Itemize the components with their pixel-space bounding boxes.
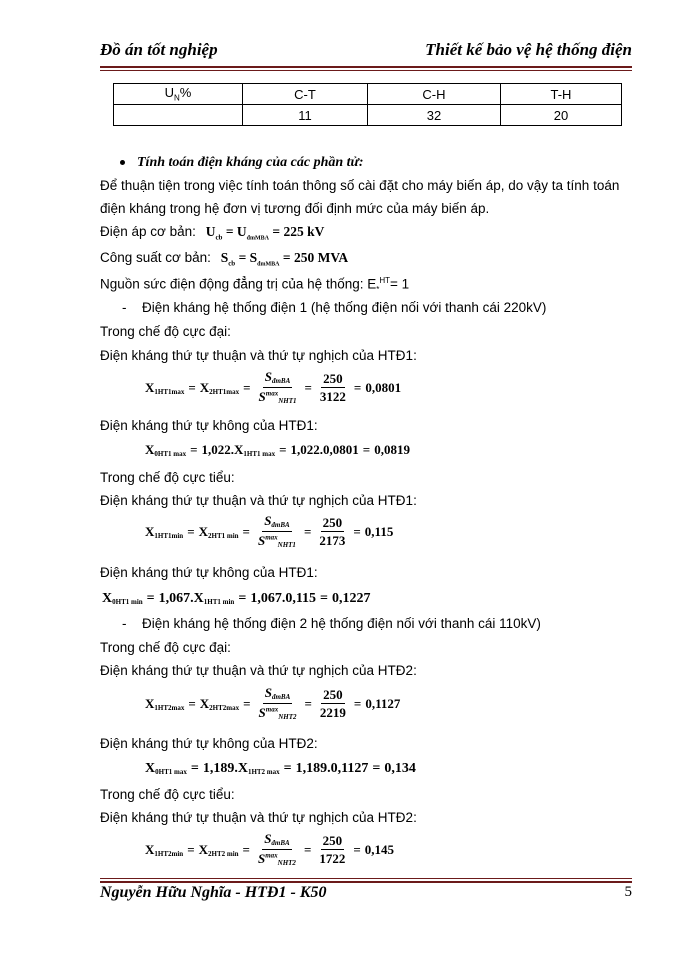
pos-neg-1b: Điện kháng thứ tự thuận và thứ tự nghịch của HTĐ1:: [100, 493, 417, 508]
table-cell: C-T: [243, 84, 368, 105]
impedance-table: [113, 83, 622, 126]
bullet-icon: [120, 160, 125, 165]
table-row: [114, 105, 622, 126]
mode-max-1: Trong chế độ cực đại:: [100, 324, 231, 339]
page-number: 5: [624, 884, 632, 900]
base-voltage-line: Điện áp cơ bản: $U_{cb} = U_{đmMBA} = 225$ kV: [100, 224, 325, 242]
mode-min-1: Trong chế độ cực tiểu:: [100, 470, 235, 485]
equation-x0-min: $X_{0HT1 min}$ = 1,067 $.X_{1HT1 min}$ = 1,067.0,115 = 0,1227: [102, 591, 371, 606]
emf-line: Nguồn sức điện động đẳng trị của hệ thống: $E_*^{HT}= 1$: [100, 276, 410, 295]
table-cell: C-H: [368, 84, 501, 105]
header-rule: [100, 66, 632, 68]
header-rule-thin: [100, 70, 632, 71]
footer-rule-thin: [100, 878, 632, 879]
table-cell: T-H: [500, 84, 621, 105]
equation-x1-max: $X_{1HT1max}$ = $X_{2HT1max}$ = $\frac{S_{đmBA}}{S^{max}_{NHT1}}$ = $\frac{250}{3122}$ = 0,0801: [145, 369, 402, 405]
equation-x1-min: $X_{1HT1min}$ = $X_{2HT1 min}$ = $\frac{S_{đmBA}}{S^{max}_{NHT1}}$ = $\frac{250}{2173}$ = 0,115: [145, 513, 394, 549]
pos-neg-1: Điện kháng thứ tự thuận và thứ tự nghịch của HTĐ1:: [100, 348, 417, 363]
page-footer: [100, 884, 632, 908]
table-cell: $U_N\%$: [114, 84, 243, 105]
zero-1: Điện kháng thứ tự không của HTĐ1:: [100, 418, 318, 433]
header-left: Đồ án tốt nghiệp: [100, 40, 218, 59]
equation-x0-max: $X_{0HT1 max}$ = 1,022 $.X_{1HT1 max}$ = 1,022.0,0801 = 0,0819: [145, 442, 410, 458]
pos-neg-2: Điện kháng thứ tự thuận và thứ tự nghịch của HTĐ2:: [100, 663, 417, 678]
table-cell: 20: [500, 105, 621, 126]
equation-x1-max-2: $X_{1HT2max}$ = $X_{2HT2max}$ = $\frac{S_{đmBA}}{S^{max}_{NHT2}}$ = $\frac{250}{2219}$ = 0,1127: [145, 685, 401, 721]
table-row: [114, 84, 622, 105]
footer-rule: [100, 881, 632, 883]
header-right: Thiết kế bảo vệ hệ thống điện: [425, 40, 632, 59]
system2-item: - Điện kháng hệ thống điện 2 hệ thống điện nối với thanh cái 110kV): [122, 616, 541, 631]
intro-line-2: điện kháng trong hệ đơn vị tương đối định mức của máy biến áp.: [100, 201, 490, 216]
section-title: Tính toán điện kháng của các phần tử:: [120, 155, 364, 171]
mode-max-2: Trong chế độ cực đại:: [100, 640, 231, 655]
table-cell: [114, 105, 243, 126]
base-power-line: Công suất cơ bản: $S_{cb} = S_{đmMBA} = 250$ MVA: [100, 250, 349, 268]
table-cell: 32: [368, 105, 501, 126]
mode-min-2: Trong chế độ cực tiểu:: [100, 787, 235, 802]
zero-1b: Điện kháng thứ tự không của HTĐ1:: [100, 565, 318, 580]
equation-x1-min-2: $X_{1HT2min}$ = $X_{2HT2 min}$ = $\frac{S_{đmBA}}{S^{max}_{NHT2}}$ = $\frac{250}{1722}$ = 0,145: [145, 831, 395, 867]
system1-item: - Điện kháng hệ thống điện 1 (hệ thống điện nối với thanh cái 220kV): [122, 300, 547, 315]
pos-neg-2b: Điện kháng thứ tự thuận và thứ tự nghịch của HTĐ2:: [100, 810, 417, 825]
footer-author: Nguyễn Hữu Nghĩa - HTĐ1 - K50: [100, 884, 327, 901]
zero-2: Điện kháng thứ tự không của HTĐ2:: [100, 736, 318, 751]
page-header: [100, 40, 632, 64]
table-cell: 11: [243, 105, 368, 126]
intro-line-1: Để thuận tiện trong việc tính toán thông số cài đặt cho máy biến áp, do vậy ta tính toán: [100, 178, 620, 193]
equation-x0-max-2: $X_{0HT1 max}$ = 1,189 $.X_{1HT2 max}$ = 1,189.0,1127 = 0,134: [145, 761, 416, 776]
